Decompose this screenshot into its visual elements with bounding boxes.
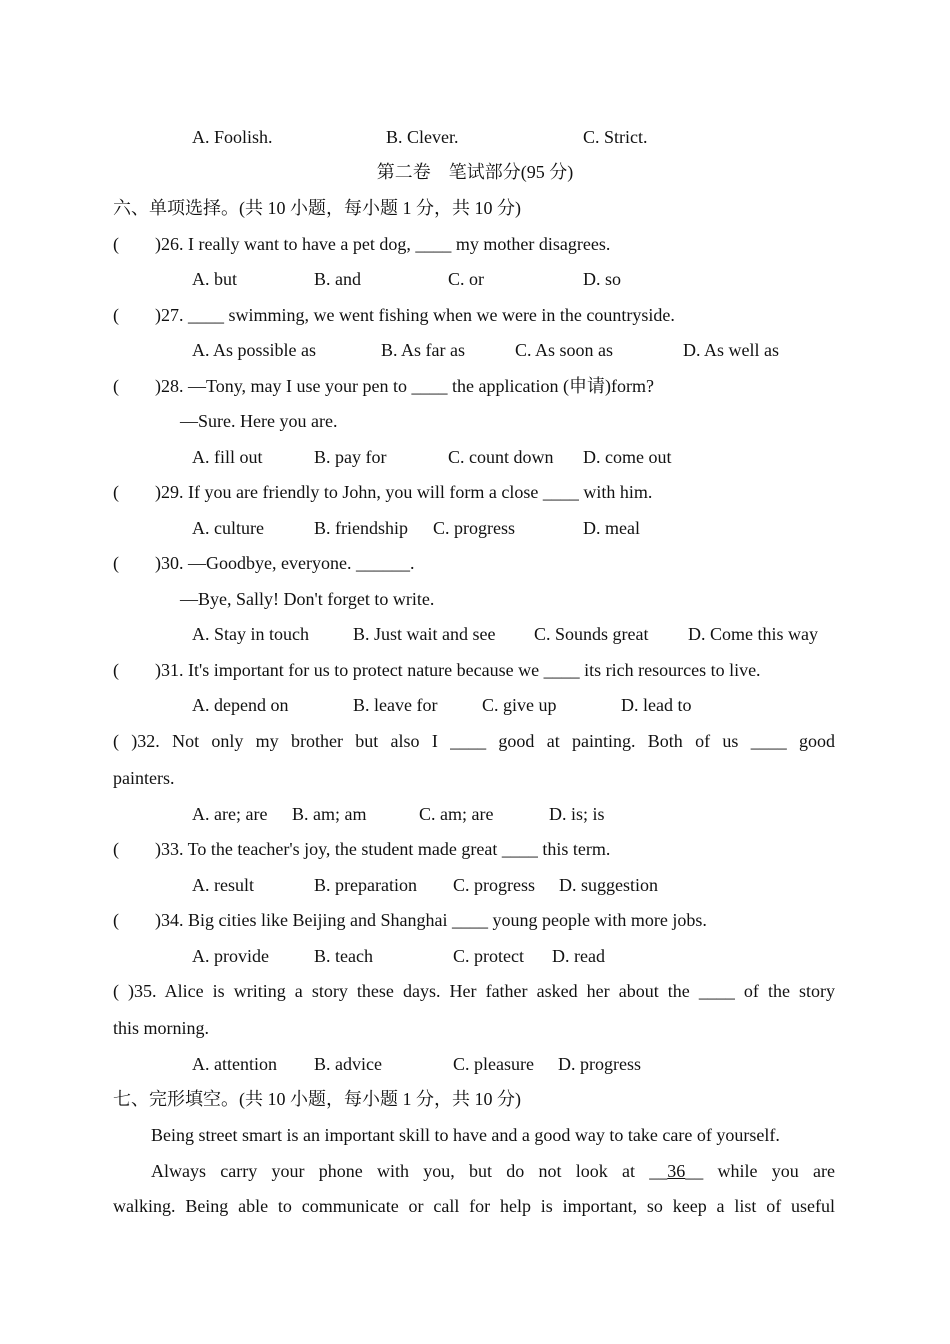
q29-option-b: B. friendship [314, 518, 408, 538]
q26-option-b: B. and [314, 269, 361, 289]
q35-option-a: A. attention [192, 1054, 277, 1074]
q35-stem: ( )35. Alice is writing a story these days. Her father asked her about the ____ of the story [113, 981, 835, 1001]
q25-option-c: C. Strict. [583, 127, 648, 147]
q33-option-c: C. progress [453, 875, 535, 895]
q35-option-c: C. pleasure [453, 1054, 534, 1074]
q27-option-c: C. As soon as [515, 340, 614, 360]
q35-stem-continued: this morning. [113, 1018, 210, 1038]
q30-stem: ( )30. —Goodbye, everyone. ______. [113, 553, 415, 573]
q28-option-d: D. come out [583, 447, 672, 467]
q27-option-a: A. As possible as [192, 340, 317, 360]
q26-option-a: A. but [192, 269, 237, 289]
q25-option-a: A. Foolish. [192, 127, 273, 147]
q30-option-a: A. Stay in touch [192, 624, 309, 644]
q34-stem: ( )34. Big cities like Beijing and Shanghai ____ young people with more jobs. [113, 910, 707, 930]
q28-option-b: B. pay for [314, 447, 387, 467]
q32-option-d: D. is; is [549, 804, 605, 824]
q33-option-b: B. preparation [314, 875, 417, 895]
q34-option-d: D. read [552, 946, 605, 966]
q30-option-b: B. Just wait and see [353, 624, 496, 644]
q31-option-a: A. depend on [192, 695, 289, 715]
q31-option-d: D. lead to [621, 695, 692, 715]
q30-option-d: D. Come this way [688, 624, 818, 644]
q34-option-b: B. teach [314, 946, 373, 966]
q26-option-d: D. so [583, 269, 622, 289]
q26-stem: ( )26. I really want to have a pet dog, ____ my mother disagrees. [113, 234, 611, 254]
q32-stem-continued: painters. [113, 768, 175, 788]
q28-option-a: A. fill out [192, 447, 263, 467]
section7-title: 七、完形填空。(共 10 小题，每小题 1 分，共 10 分) [113, 1089, 521, 1109]
q31-option-c: C. give up [482, 695, 557, 715]
q29-option-a: A. culture [192, 518, 264, 538]
q29-option-d: D. meal [583, 518, 640, 538]
q27-option-b: B. As far as [381, 340, 465, 360]
q31-option-b: B. leave for [353, 695, 438, 715]
q33-option-a: A. result [192, 875, 254, 895]
section6-title: 六、单项选择。(共 10 小题，每小题 1 分，共 10 分) [113, 198, 521, 218]
q28-reply: —Sure. Here you are. [180, 411, 338, 431]
q29-option-c: C. progress [433, 518, 515, 538]
part-title: 第二卷 笔试部分(95 分) [376, 162, 574, 182]
q27-stem: ( )27. ____ swimming, we went fishing when we were in the countryside. [113, 305, 675, 325]
q32-stem: ( )32. Not only my brother but also I ____ good at painting. Both of us ____ good [113, 731, 835, 751]
q28-stem: ( )28. —Tony, may I use your pen to ____ the application (申请)form? [113, 376, 654, 396]
passage-paragraph-1: Being street smart is an important skill to have and a good way to take care of yourself. [151, 1125, 780, 1145]
q34-option-c: C. protect [453, 946, 524, 966]
q31-stem: ( )31. It's important for us to protect nature because we ____ its rich resources to live. [113, 660, 761, 680]
q27-option-d: D. As well as [683, 340, 779, 360]
q25-option-b: B. Clever. [386, 127, 459, 147]
q34-option-a: A. provide [192, 946, 269, 966]
q32-option-c: C. am; are [419, 804, 494, 824]
q29-stem: ( )29. If you are friendly to John, you will form a close ____ with him. [113, 482, 653, 502]
q35-option-b: B. advice [314, 1054, 382, 1074]
q30-option-c: C. Sounds great [534, 624, 649, 644]
q33-stem: ( )33. To the teacher's joy, the student made great ____ this term. [113, 839, 611, 859]
q30-reply: —Bye, Sally! Don't forget to write. [180, 589, 435, 609]
q28-option-c: C. count down [448, 447, 554, 467]
passage-paragraph-2: Always carry your phone with you, but do not look at __36__ while you are [151, 1161, 835, 1181]
q35-option-d: D. progress [558, 1054, 641, 1074]
q32-option-a: A. are; are [192, 804, 268, 824]
passage-paragraph-2-continued: walking. Being able to communicate or call for help is important, so keep a list of useful [113, 1196, 835, 1216]
q33-option-d: D. suggestion [559, 875, 658, 895]
blank-36: 36 [667, 1161, 686, 1181]
q26-option-c: C. or [448, 269, 484, 289]
q32-option-b: B. am; am [292, 804, 367, 824]
